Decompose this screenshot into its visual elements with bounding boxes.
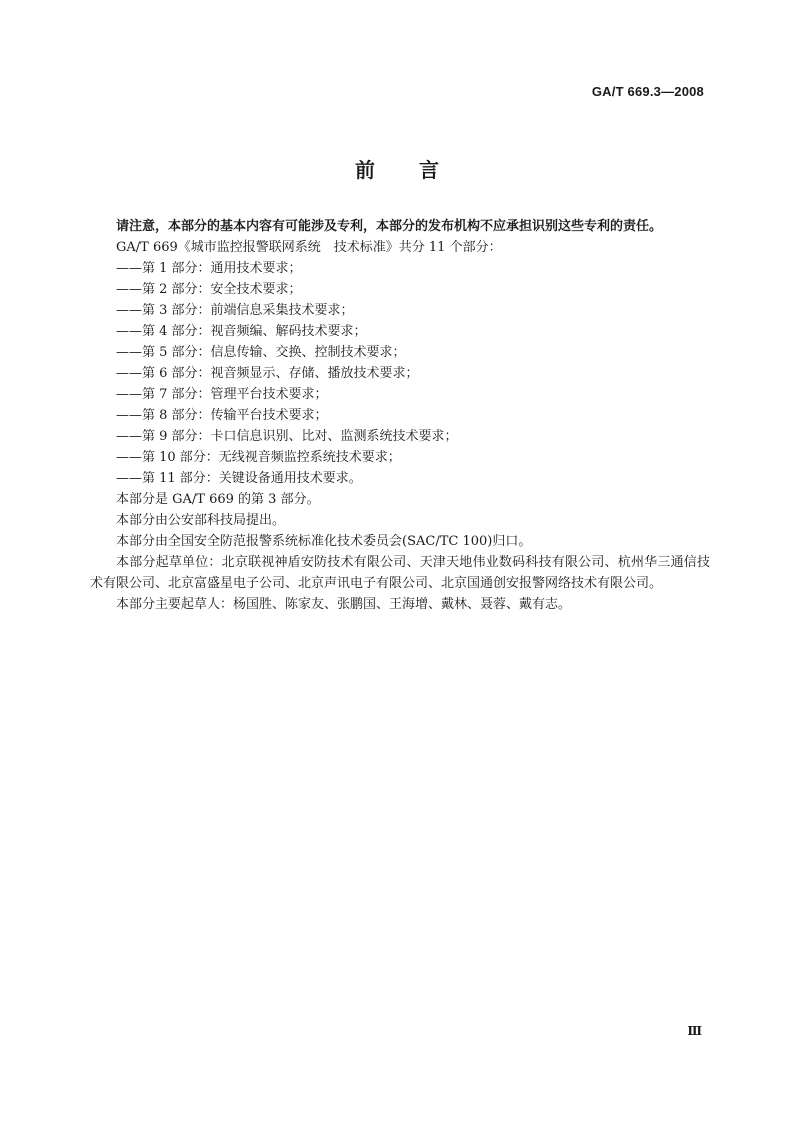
- page-number: Ⅲ: [687, 1024, 702, 1038]
- part-list-item: ——第 8 部分：传输平台技术要求；: [116, 408, 328, 423]
- standard-code: GA/T 669.3—2008: [591, 84, 704, 99]
- part-list-item: ——第 2 部分：安全技术要求；: [116, 282, 302, 297]
- part-list-item: ——第 7 部分：管理平台技术要求；: [116, 387, 328, 402]
- drafters-paragraph: 本部分主要起草人：杨国胜、陈家友、张鹏国、王海增、戴林、聂蓉、戴有志。: [116, 597, 572, 612]
- part-list-item: ——第 9 部分：卡口信息识别、比对、监测系统技术要求；: [116, 429, 458, 444]
- scope-paragraph: 本部分是 GA/T 669 的第 3 部分。: [116, 492, 320, 507]
- drafting-units-paragraph: 本部分起草单位：北京联视神盾安防技术有限公司、天津天地伟业数码科技有限公司、杭州华三通信技术有限公司、北京富盛星电子公司、北京声讯电子有限公司、北京国通创安报警网络技术有限公司。: [90, 555, 710, 591]
- part-list-item: ——第 5 部分：信息传输、交换、控制技术要求；: [116, 345, 406, 360]
- patent-notice: 请注意，本部分的基本内容有可能涉及专利，本部分的发布机构不应承担识别这些专利的责任。: [116, 219, 663, 234]
- part-list-item: ——第 10 部分：无线视音频监控系统技术要求；: [116, 450, 401, 465]
- series-intro: GA/T 669《城市监控报警联网系统 技术标准》共分 11 个部分：: [116, 240, 502, 255]
- proposer-paragraph: 本部分由公安部科技局提出。: [116, 513, 286, 528]
- part-list-item: ——第 4 部分：视音频编、解码技术要求；: [116, 324, 367, 339]
- part-list-item: ——第 1 部分：通用技术要求；: [116, 261, 302, 276]
- centralized-paragraph: 本部分由全国安全防范报警系统标准化技术委员会(SAC/TC 100)归口。: [116, 534, 532, 549]
- part-list-item: ——第 6 部分：视音频显示、存储、播放技术要求；: [116, 366, 419, 381]
- page-title: 前言: [355, 158, 483, 182]
- part-list-item: ——第 11 部分：关键设备通用技术要求。: [116, 471, 362, 486]
- part-list-item: ——第 3 部分：前端信息采集技术要求；: [116, 303, 354, 318]
- foreword-body: [90, 216, 710, 615]
